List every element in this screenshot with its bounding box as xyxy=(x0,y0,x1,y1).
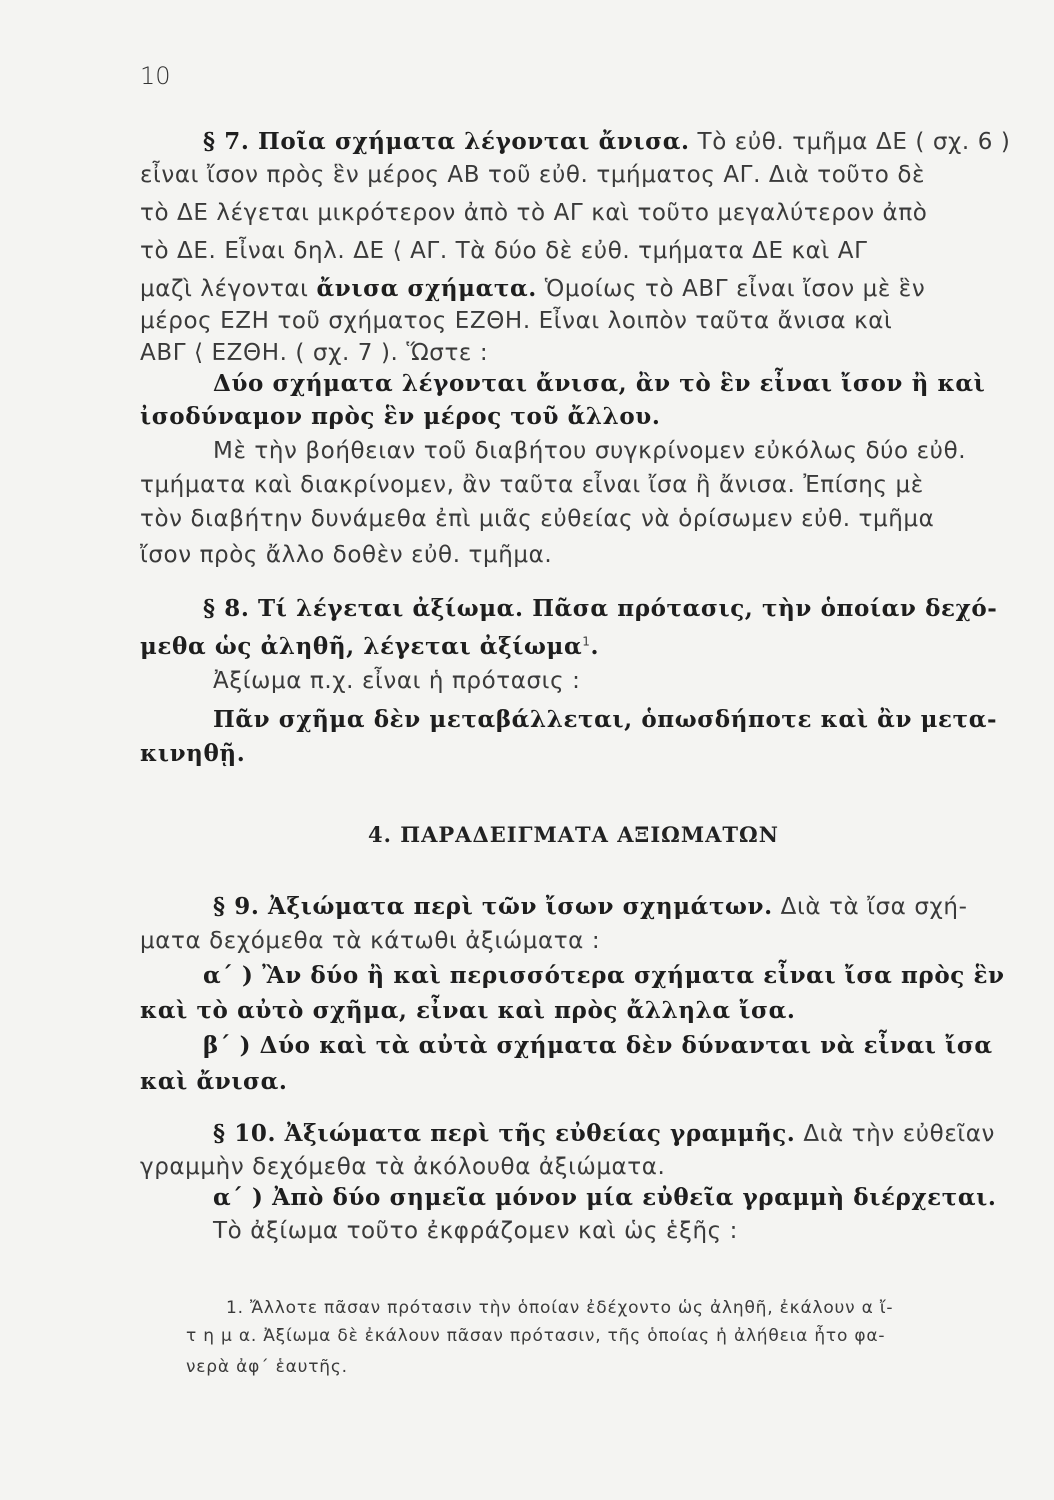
page-number: 10 xyxy=(140,62,171,90)
text-line: τμήματα καὶ διακρίνομεν, ἂν ταῦτα εἶναι ἴσα ἢ ἄνισα. Ἐπίσης μὲ xyxy=(140,472,924,498)
text-line: Μὲ τὴν βοήθειαν τοῦ διαβήτου συγκρίνομεν εὐκόλως δύο εὐθ. xyxy=(213,438,967,464)
paragraph-heading: § 8. Τί λέγεται ἀξίωμα. Πᾶσα πρότασις, τὴν ὁποίαν δεχό- xyxy=(203,595,998,622)
text-line: ματα δεχόμεθα τὰ κάτωθι ἀξιώματα : xyxy=(140,928,601,954)
text-line: γραμμὴν δεχόμεθα τὰ ἀκόλουθα ἀξιώματα. xyxy=(140,1154,666,1180)
line-text: Διὰ τὴν εὐθεῖαν xyxy=(795,1121,995,1147)
text-line xyxy=(140,633,599,660)
definition-line: Δύο σχήματα λέγονται ἄνισα, ἂν τὸ ἓν εἶναι ἴσον ἢ καὶ xyxy=(213,370,986,397)
section-heading: 4. ΠΑΡΑΔΕΙΓΜΑΤΑ ΑΞΙΩΜΑΤΩΝ xyxy=(368,822,779,847)
definition-text: μεθα ὡς ἀληθῆ, λέγεται ἀξίωμα xyxy=(140,633,583,660)
text-line: ἴσον πρὸς ἄλλο δοθὲν εὐθ. τμῆμα. xyxy=(140,542,553,568)
axiom-line: α΄ ) Ἀπὸ δύο σημεῖα μόνον μία εὐθεῖα γραμμὴ διέρχεται. xyxy=(213,1184,997,1211)
definition-line: ἰσοδύναμον πρὸς ἓν μέρος τοῦ ἄλλου. xyxy=(140,403,661,430)
paragraph-heading: § 7. Ποῖα σχήματα λέγονται ἄνισα. xyxy=(203,128,690,155)
text-line: τὸ ΔΕ. Εἶναι δηλ. ΔΕ ⟨ ΑΓ. Τὰ δύο δὲ εὐθ. τμήματα ΔΕ καὶ ΑΓ xyxy=(140,238,868,264)
axiom-line: κινηθῇ. xyxy=(140,740,246,767)
text-line: Ἀξίωμα π.χ. εἶναι ἡ πρότασις : xyxy=(213,668,581,694)
footnote-line: νερὰ ἀφ΄ ἑαυτῆς. xyxy=(186,1357,348,1377)
text-line: εἶναι ἴσον πρὸς ἓν μέρος ΑΒ τοῦ εὐθ. τμήματος ΑΓ. Διὰ τοῦτο δὲ xyxy=(140,162,926,188)
footnote-line: 1. Ἄλλοτε πᾶσαν πρότασιν τὴν ὁποίαν ἐδέχοντο ὡς ἀληθῆ, ἐκάλουν α ἴ- xyxy=(226,1298,894,1318)
footnote-marker: 1 xyxy=(582,634,591,649)
paragraph-heading: § 9. Ἀξιώματα περὶ τῶν ἴσων σχημάτων. xyxy=(213,893,773,920)
line-text: Διὰ τὰ ἴσα σχή- xyxy=(772,894,968,920)
punctuation: . xyxy=(590,633,600,660)
axiom-line: α΄ ) Ἂν δύο ἢ καὶ περισσότερα σχήματα εἶναι ἴσα πρὸς ἓν xyxy=(203,962,1005,989)
axiom-line: καὶ ἄνισα. xyxy=(140,1068,288,1095)
text-line xyxy=(203,128,1010,155)
axiom-line: β΄ ) Δύο καὶ τὰ αὐτὰ σχήματα δὲν δύνανται νὰ εἶναι ἴσα xyxy=(203,1032,993,1059)
text-line: ΑΒΓ ⟨ ΕΖΘΗ. ( σχ. 7 ). Ὥστε : xyxy=(140,340,489,366)
line-text: Τὸ εὐθ. τμῆμα ΔΕ ( σχ. 6 ) xyxy=(689,129,1011,155)
emphasis-text: ἄνισα σχήματα. xyxy=(316,275,537,302)
text-line: Τὸ ἀξίωμα τοῦτο ἐκφράζομεν καὶ ὡς ἑξῆς : xyxy=(213,1218,739,1244)
axiom-line: Πᾶν σχῆμα δὲν μεταβάλλεται, ὁπωσδήποτε καὶ ἂν μετα- xyxy=(213,706,998,733)
text-line: τὸν διαβήτην δυνάμεθα ἐπὶ μιᾶς εὐθείας νὰ ὁρίσωμεν εὐθ. τμῆμα xyxy=(140,506,935,532)
paragraph-heading: § 10. Ἀξιώματα περὶ τῆς εὐθείας γραμμῆς. xyxy=(213,1120,796,1147)
axiom-line: καὶ τὸ αὐτὸ σχῆμα, εἶναι καὶ πρὸς ἄλληλα ἴσα. xyxy=(140,997,796,1024)
text-line xyxy=(140,275,925,302)
text-line xyxy=(213,1120,995,1147)
footnote-line: τ η μ α. Ἀξίωμα δὲ ἐκάλουν πᾶσαν πρότασιν, τῆς ὁποίας ἡ ἀλήθεια ἦτο φα- xyxy=(186,1326,886,1346)
line-text: Ὁμοίως τὸ ΑΒΓ εἶναι ἴσον μὲ ἓν xyxy=(536,276,926,302)
text-line: τὸ ΔΕ λέγεται μικρότερον ἀπὸ τὸ ΑΓ καὶ τοῦτο μεγαλύτερον ἀπὸ xyxy=(140,200,928,226)
line-text: μαζὶ λέγονται xyxy=(140,276,317,302)
text-line xyxy=(213,893,968,920)
text-line: μέρος ΕΖΗ τοῦ σχήματος ΕΖΘΗ. Εἶναι λοιπὸν ταῦτα ἄνισα καὶ xyxy=(140,308,893,334)
